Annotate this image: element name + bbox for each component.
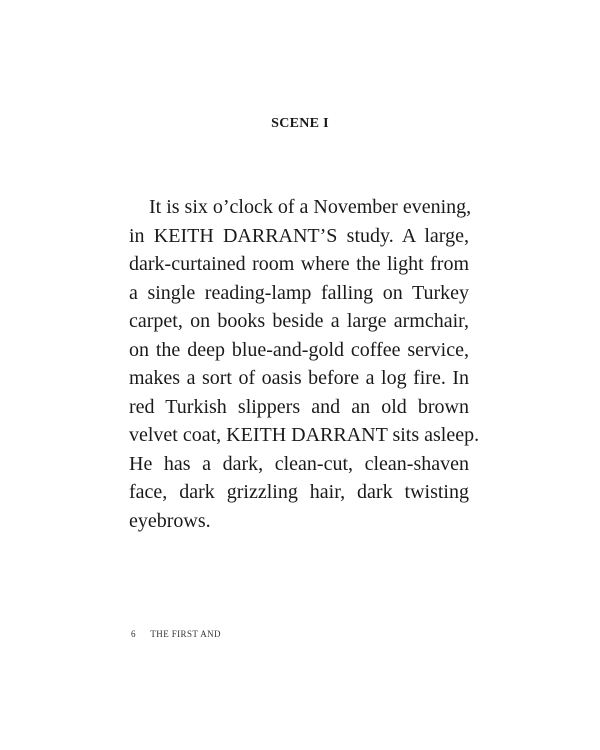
paragraph-line: carpet, on books beside a large armchair, [129,310,469,332]
paragraph-line: It is six o’clock of a November evening, [149,196,472,218]
paragraph-line: makes a sort of oasis before a log fire. In [129,367,469,389]
paragraph-line: on the deep blue-and-gold coffee service, [129,338,469,361]
scene-heading: SCENE I [271,116,329,131]
paragraph-line: He has a dark, clean-cut, clean-shaven [129,452,469,475]
stage-direction-paragraph [129,193,480,535]
paragraph-line: in KEITH DARRANT’S study. A large, [129,224,469,247]
paragraph-line: eyebrows. [129,509,211,532]
paragraph-line: face, dark grizzling hair, dark twisting [129,481,469,503]
paragraph-line: dark-curtained room where the light from [129,253,469,275]
running-title: THE FIRST AND [150,629,221,639]
paragraph-line: red Turkish slippers and an old brown [129,395,469,418]
paragraph-line: a single reading-lamp falling on Turkey [129,281,469,304]
page-number: 6 [131,629,136,639]
paragraph-line: velvet coat, KEITH DARRANT sits asleep. [129,424,480,446]
page-footer [131,629,221,639]
